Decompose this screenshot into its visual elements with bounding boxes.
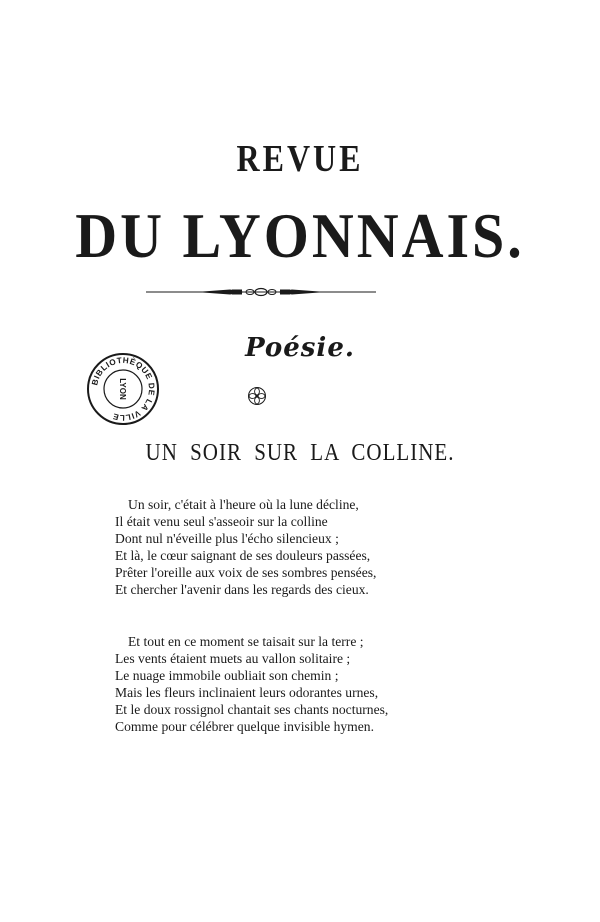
journal-title-line2: DU LYONNAIS. xyxy=(75,199,525,272)
poem-title: UN SOIR SUR LA COLLINE. xyxy=(145,438,455,466)
poem-line: Et le doux rossignol chantait ses chants nocturnes, xyxy=(115,702,389,717)
stamp-outer-text: BIBLIOTHÈQUE DE LA VILLE xyxy=(90,355,157,423)
section-heading: Poésie. xyxy=(245,333,355,363)
poem-line: Le nuage immobile oubliait son chemin ; xyxy=(115,668,339,683)
poem-line: Un soir, c'était à l'heure où la lune décline, xyxy=(128,497,359,512)
poem-line: Et chercher l'avenir dans les regards des cieux. xyxy=(115,582,369,597)
poem-line: Dont nul n'éveille plus l'écho silencieux ; xyxy=(115,531,339,546)
poem-line: Les vents étaient muets au vallon solitaire ; xyxy=(115,651,351,666)
poem-line: Mais les fleurs inclinaient leurs odorantes urnes, xyxy=(115,685,379,700)
ornamental-rule-icon xyxy=(146,286,376,298)
library-stamp-icon xyxy=(86,352,160,426)
fleuron-icon xyxy=(247,386,267,406)
stamp-city: LYON xyxy=(118,378,127,400)
poem-line: Et là, le cœur saignant de ses douleurs passées, xyxy=(115,548,371,563)
journal-title-line1: REVUE xyxy=(236,136,364,180)
poem-line: Il était venu seul s'asseoir sur la colline xyxy=(115,514,328,529)
poem-line: Prêter l'oreille aux voix de ses sombres pensées, xyxy=(115,565,377,580)
poem-stanza-1 xyxy=(115,496,376,598)
poem-stanza-2 xyxy=(115,633,388,735)
poem-line: Et tout en ce moment se taisait sur la terre ; xyxy=(128,634,364,649)
poem-line: Comme pour célébrer quelque invisible hymen. xyxy=(115,719,374,734)
